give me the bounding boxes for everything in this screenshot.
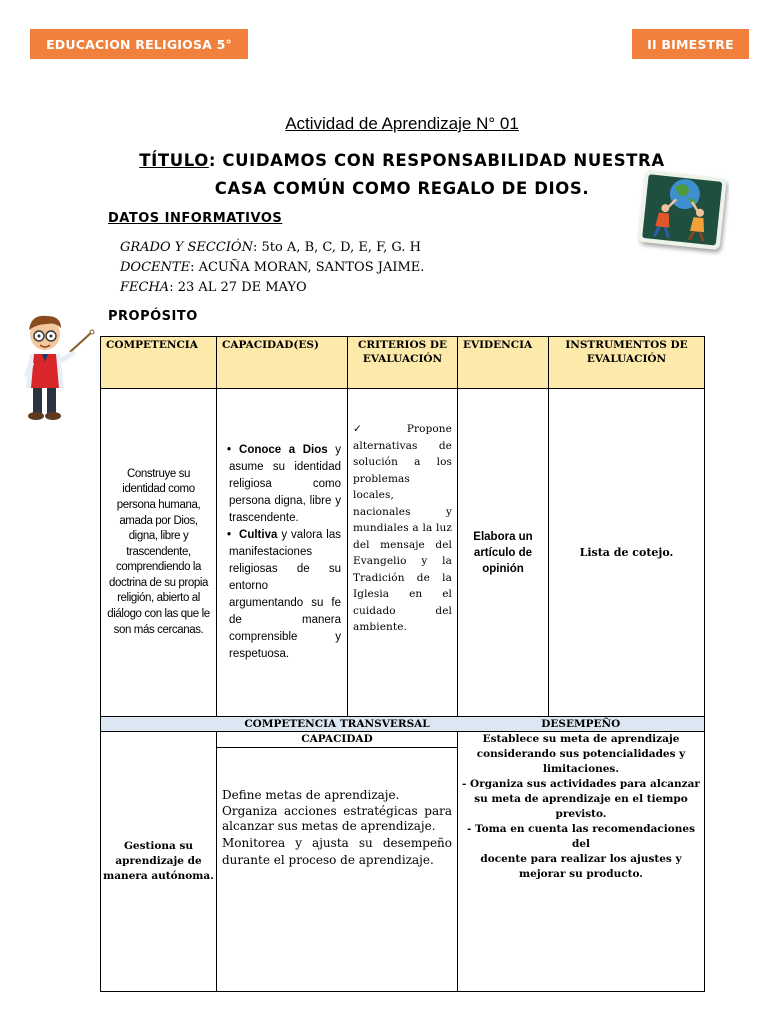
col-criterios: CRITERIOS DE EVALUACIÓN [348, 337, 458, 389]
instrumentos-cell: Lista de cotejo. [549, 389, 705, 717]
capacidad-2-a: Cultiva [239, 529, 278, 541]
criterio-text: Propone alternativas de solución a los problemas locales, nacionales y mundiales a la luz del mensaje del Evangelio y la Tradición de la Iglesia en el cuidado del ambiente. [353, 423, 452, 633]
competencia-transversal-cell: Gestiona su aprendizaje de manera autónoma. [101, 732, 217, 992]
fecha-label: FECHA [120, 280, 170, 295]
capacidad-line: Organiza acciones estratégicas para alcanzar sus metas de aprendizaje. [222, 803, 452, 833]
criterios-cell [348, 389, 458, 717]
grado-value: 5to A, B, C, D, E, F, G. H [261, 240, 421, 255]
capacidad-heading: CAPACIDAD [217, 732, 458, 748]
desempeno-item: - Organiza sus actividades para alcanzar su meta de aprendizaje en el tiempo previsto. [462, 778, 700, 820]
col-instrumentos: INSTRUMENTOS DE EVALUACIÓN [549, 337, 705, 389]
desempeno-heading: DESEMPEÑO [458, 717, 705, 732]
desempeno-cell [458, 732, 705, 992]
col-competencia: COMPETENCIA [101, 337, 217, 389]
capacidades-cell [217, 389, 348, 717]
competencia-cell: Construye su identidad como persona humana, amada por Dios, digna, libre y trascendente, comprendiendo la doctrina de su propia religión, abierto al diálogo con las que le son más cercanas. [101, 389, 217, 717]
capacidad-line: Define metas de aprendizaje. [222, 788, 400, 802]
fecha-line: FECHA: 23 AL 27 DE MAYO [120, 280, 307, 295]
activity-title: Actividad de Aprendizaje N° 01 [285, 114, 519, 133]
capacidad-item [229, 442, 341, 527]
proposito-table [100, 336, 705, 992]
transversal-subheader-row [101, 732, 705, 748]
col-evidencia: EVIDENCIA [458, 337, 549, 389]
earth-care-image [637, 168, 729, 256]
page-title: TÍTULO: CUIDAMOS CON RESPONSABILIDAD NUESTRA CASA COMÚN COMO REGALO DE DIOS. [139, 151, 665, 198]
datos-heading: DATOS INFORMATIVOS [108, 211, 283, 226]
docente-value: ACUÑA MORAN, SANTOS JAIME. [198, 260, 425, 275]
capacidad-transversal-cell [217, 748, 458, 992]
grado-line: GRADO Y SECCIÓN: 5to A, B, C, D, E, F, G. H [120, 240, 421, 255]
transversal-spacer [101, 717, 217, 732]
evidencia-cell: Elabora un artículo de opinión [458, 389, 549, 717]
capacidad-2-b: y valora las manifestaciones religiosas de su entorno argumentando su fe de manera comprensible y respetuosa. [229, 529, 341, 660]
capacidad-1-a: Conoce a Dios [239, 444, 328, 456]
col-capacidades: CAPACIDAD(ES) [217, 337, 348, 389]
proposito-heading: PROPÓSITO [108, 309, 198, 324]
capacidad-line: Monitorea y ajusta su desempeño durante el proceso de aprendizaje. [222, 835, 452, 867]
capacidad-1-b: y asume su identidad religiosa como persona digna, libre y trascendente. [229, 444, 341, 524]
title-line-1: CUIDAMOS CON RESPONSABILIDAD NUESTRA [222, 151, 665, 170]
docente-label: DOCENTE [120, 260, 191, 275]
transversal-header-row [101, 717, 705, 732]
term-badge: II BIMESTRE [632, 29, 749, 59]
docente-line: DOCENTE: ACUÑA MORAN, SANTOS JAIME. [120, 260, 425, 275]
table-header-row [101, 337, 705, 389]
desempeno-item: - Toma en cuenta las recomendaciones del [467, 823, 695, 850]
course-badge: EDUCACION RELIGIOSA 5° [30, 29, 248, 59]
title-label: TÍTULO [139, 151, 209, 170]
desempeno-item: docente para realizar los ajustes y mejorar su producto. [480, 853, 682, 880]
fecha-value: 23 AL 27 DE MAYO [177, 280, 307, 295]
checkmark-icon: ✓ [353, 423, 383, 435]
desempeno-item: Establece su meta de aprendizaje considerando sus potencialidades y limitaciones. [476, 733, 686, 775]
capacidad-item [229, 527, 341, 663]
table-row [101, 389, 705, 717]
grado-label: GRADO Y SECCIÓN [120, 240, 253, 255]
teacher-illustration [20, 314, 96, 426]
transversal-heading: COMPETENCIA TRANSVERSAL [217, 717, 458, 732]
datos-informativos [120, 238, 424, 298]
title-line-2: CASA COMÚN COMO REGALO DE DIOS. [214, 179, 590, 198]
